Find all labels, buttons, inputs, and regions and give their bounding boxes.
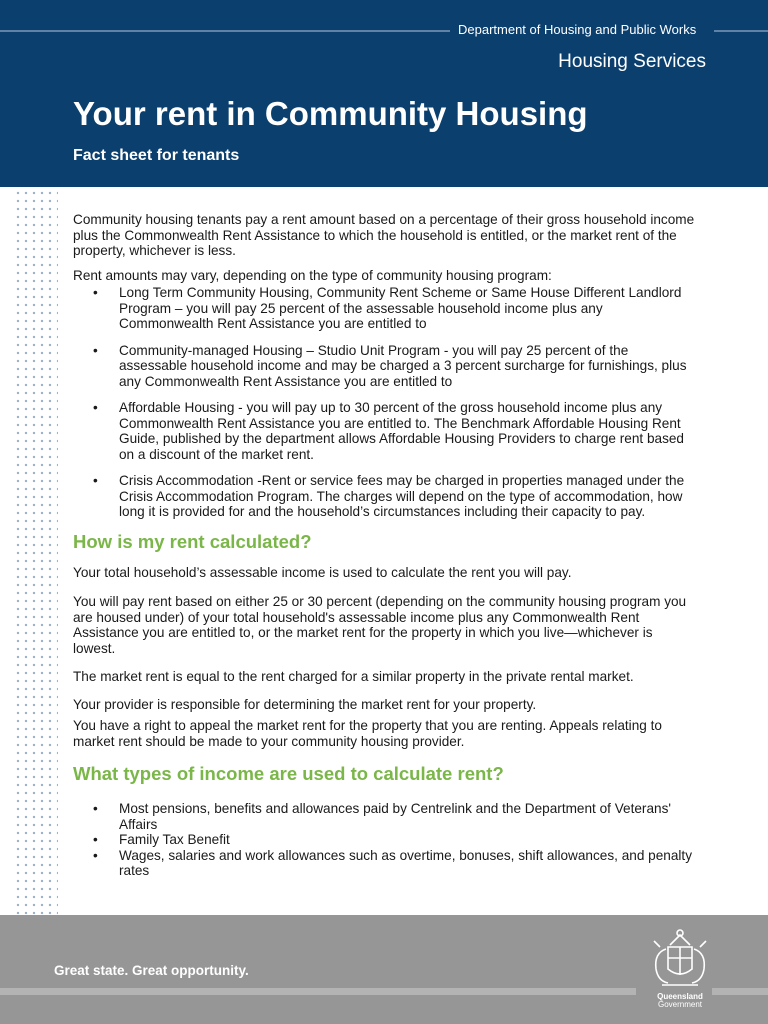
section-heading-rent-calculated: How is my rent calculated?: [73, 530, 312, 552]
list-item: • Family Tax Benefit: [119, 832, 697, 848]
body-paragraph: You have a right to appeal the market rent for the property that you are renting. Appeals relating to market rent should be made to your community housing provider.: [73, 718, 662, 749]
footer-rule-right: [712, 988, 768, 995]
program-list: [73, 285, 697, 520]
body-paragraph: Your total household’s assessable income is used to calculate the rent you will pay.: [73, 564, 572, 580]
page-title: Your rent in Community Housing: [73, 95, 588, 132]
list-item: • Community-managed Housing – Studio Unit Program - you will pay 25 percent of the assessable household income and may be charged a 3 percent surcharge for furnishings, plus any Commonwealth Rent Assistance you are entitled to: [119, 343, 697, 390]
logo-text-government: Government: [657, 1000, 703, 1009]
body-paragraph: You will pay rent based on either 25 or 30 percent (depending on the community housing program you are housed under) of your total household's assessable income plus any Commonwealth Rent Assistance you are entitled to, or the market rent for the property in which you live—whichever is lowest.: [73, 594, 687, 656]
queensland-crest-icon: [648, 925, 712, 991]
list-item: • Most pensions, benefits and allowances paid by Centrelink and the Department of Veterans' Affairs: [119, 801, 697, 832]
footer-rule-left: [0, 988, 636, 995]
section-heading-income-types: What types of income are used to calculate rent?: [73, 763, 504, 784]
body-paragraph: Your provider is responsible for determining the market rent for your property.: [73, 696, 537, 712]
income-type-list: [73, 801, 697, 879]
service-name: Housing Services: [558, 51, 706, 72]
list-item: • Wages, salaries and work allowances such as overtime, bonuses, shift allowances, and penalty rates: [119, 848, 697, 879]
logo-text-queensland: Queensland: [657, 992, 703, 1001]
header-rule-right: [714, 30, 768, 32]
intro-paragraph: Community housing tenants pay a rent amount based on a percentage of their gross household income plus the Commonwealth Rent Assistance to which the household is entitled, or the market rent of the property, whichever is less.: [73, 212, 695, 258]
footer-slogan: Great state. Great opportunity.: [54, 963, 249, 978]
queensland-government-logo: [650, 993, 710, 1009]
footer-banner: [0, 915, 768, 1024]
header-rule-left: [0, 30, 450, 32]
header-banner: [0, 0, 768, 187]
page-subtitle: Fact sheet for tenants: [73, 147, 240, 164]
fact-sheet-body: [73, 212, 697, 879]
intro-program-lead: Rent amounts may vary, depending on the type of community housing program:: [73, 267, 552, 283]
list-item: • Crisis Accommodation -Rent or service fees may be charged in properties managed under the Crisis Accommodation Program. The charges will depend on the type of accommodation, how long it is provided for and the household’s circumstances including their capacity to pay.: [119, 473, 697, 520]
decorative-dot-strip: [14, 187, 58, 915]
list-item: • Long Term Community Housing, Community Rent Scheme or Same House Different Landlord Program – you will pay 25 percent of the assessable household income plus any Commonwealth Rent Assistance you are entitled to: [119, 285, 697, 332]
department-name: Department of Housing and Public Works: [458, 22, 697, 37]
body-paragraph: The market rent is equal to the rent charged for a similar property in the private rental market.: [73, 669, 634, 684]
list-item: • Affordable Housing - you will pay up to 30 percent of the gross household income plus any Commonwealth Rent Assistance you are entitled to. The Benchmark Affordable Housing Rent Guide, published by the department allows Affordable Housing Providers to charge rent based on a discount of the market rent.: [119, 400, 697, 462]
